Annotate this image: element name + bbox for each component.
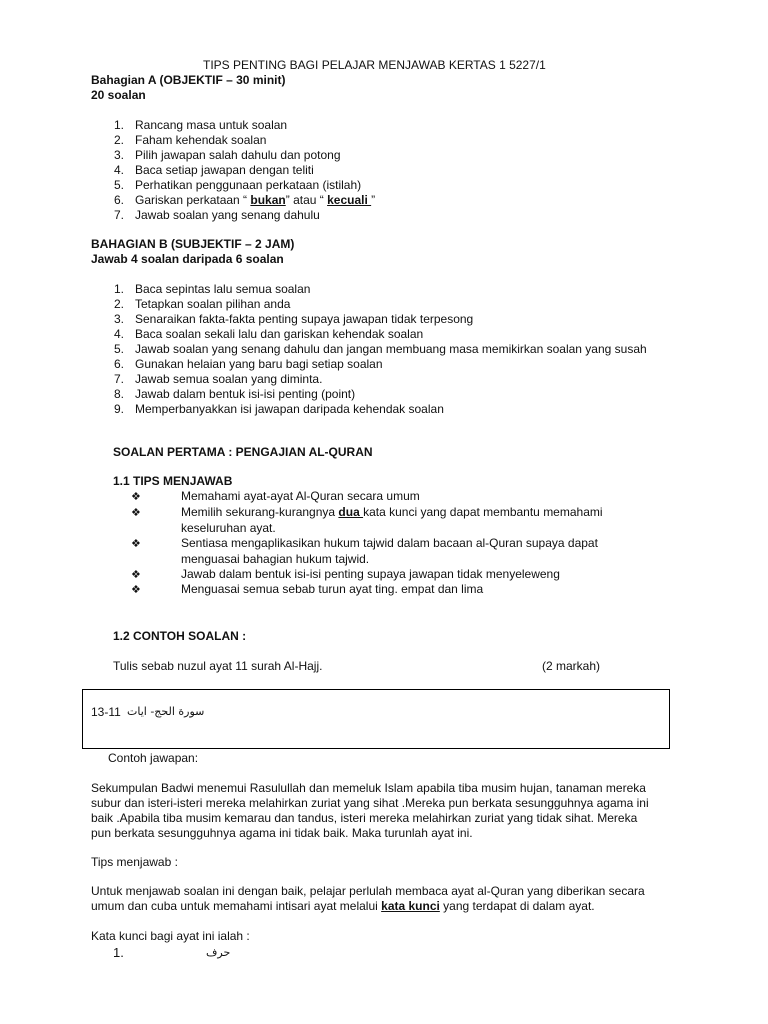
list-item: 5. Perhatikan penggunaan perkataan (istilah) xyxy=(113,178,362,192)
list-item: 6. Gariskan perkataan “ bukan” atau “ kecuali ” xyxy=(113,193,376,207)
answer-line: baik .Apabila tiba musim kemarau dan tandus, isteri mereka melahirkan zuriat yang tidak sihat. Mereka xyxy=(91,811,638,825)
underlined-word-kata-kunci: kata kunci xyxy=(381,899,440,913)
keyword-arabic: حرف xyxy=(206,946,231,959)
section-b-list xyxy=(100,282,647,417)
keyword-number: 1. xyxy=(113,945,124,960)
tip-item: Menguasai semua sebab turun ayat ting. empat dan lima xyxy=(181,582,484,596)
answer-line: subur dan isteri-isteri mereka melahirkan zuriat yang sihat .Mereka pun berkata sesungguhnya agama ini xyxy=(91,796,649,810)
list-item: 7. Jawab soalan yang senang dahulu xyxy=(113,208,320,222)
list-item: 2. Tetapkan soalan pilihan anda xyxy=(113,297,291,312)
list-item: 7. Jawab semua soalan yang diminta. xyxy=(113,372,323,387)
verse-reference-box xyxy=(82,689,670,749)
section-a-count: 20 soalan xyxy=(91,88,146,102)
tips-line: umum dan cuba untuk memahami intisari ayat melalui kata kunci yang terdapat di dalam ayat. xyxy=(91,899,595,913)
tip-item-continued: keseluruhan ayat. xyxy=(181,521,276,535)
section-a-heading: Bahagian A (OBJEKTIF – 30 minit) xyxy=(91,73,286,87)
marks-label: (2 markah) xyxy=(542,659,601,673)
list-item: 5. Jawab soalan yang senang dahulu dan jangan membuang masa memikirkan soalan yang susah xyxy=(113,342,647,357)
answer-line: pun berkata sesungguhnya agama ini tidak baik. Maka turunlah ayat ini. xyxy=(91,826,473,840)
tip-item: Sentiasa mengaplikasikan hukum tajwid dalam bacaan al-Quran supaya dapat xyxy=(181,536,598,550)
list-item: 9. Memperbanyakkan isi jawapan daripada kehendak soalan xyxy=(113,402,444,417)
page-title: TIPS PENTING BAGI PELAJAR MENJAWAB KERTAS 1 5227/1 xyxy=(203,58,546,72)
tip-item: Jawab dalam bentuk isi-isi penting supaya jawapan tidak menyeleweng xyxy=(181,567,560,581)
list-item: 1. Baca sepintas lalu semua soalan xyxy=(113,282,311,296)
section-b-heading: BAHAGIAN B (SUBJEKTIF – 2 JAM) xyxy=(91,237,295,251)
section-a-list xyxy=(100,118,375,223)
section-b-subheading: Jawab 4 soalan daripada 6 soalan xyxy=(91,252,284,266)
tip-item: Memahami ayat-ayat Al-Quran secara umum xyxy=(181,489,420,503)
tip-item: Memilih sekurang-kurangnya dua kata kunci yang dapat membantu memahami xyxy=(181,505,603,519)
list-item: 4. Baca soalan sekali lalu dan gariskan kehendak soalan xyxy=(113,327,424,342)
list-item: 3. Pilih jawapan salah dahulu dan potong xyxy=(113,148,341,162)
tips-line: Untuk menjawab soalan ini dengan baik, pelajar perlulah membaca ayat al-Quran yang diberikan secara xyxy=(91,884,645,898)
keyword-label: Kata kunci bagi ayat ini ialah : xyxy=(91,929,250,943)
answer-line: Sekumpulan Badwi menemui Rasulullah dan memeluk Islam apabila tiba musim hujan, tanaman mereka xyxy=(91,781,646,795)
verse-reference-arabic: سورة الحج- ايات xyxy=(127,705,205,718)
example-answer-label: Contoh jawapan: xyxy=(108,751,199,765)
diamond-bullet-icon: ❖ xyxy=(131,538,141,550)
list-item: 1. Rancang masa untuk soalan xyxy=(113,118,288,132)
underlined-word-bukan: bukan xyxy=(250,193,286,207)
verse-number: 13-11 xyxy=(91,705,121,719)
list-item: 3. Senaraikan fakta-fakta penting supaya jawapan tidak terpesong xyxy=(113,312,474,327)
question-one-heading: SOALAN PERTAMA : PENGAJIAN AL-QURAN xyxy=(113,445,373,459)
diamond-bullet-icon: ❖ xyxy=(131,507,141,519)
diamond-bullet-icon: ❖ xyxy=(131,584,141,596)
question-text: Tulis sebab nuzul ayat 11 surah Al-Hajj. xyxy=(113,659,323,673)
tip-item-continued: menguasai bahagian hukum tajwid. xyxy=(181,552,370,566)
underlined-word-dua: dua xyxy=(338,505,364,519)
list-item: 2. Faham kehendak soalan xyxy=(113,133,267,147)
underlined-word-kecuali: kecuali xyxy=(327,193,372,207)
list-item: 4. Baca setiap jawapan dengan teliti xyxy=(113,163,314,177)
diamond-bullet-icon: ❖ xyxy=(131,569,141,581)
list-item: 6. Gunakan helaian yang baru bagi setiap soalan xyxy=(113,357,383,372)
example-question-heading: 1.2 CONTOH SOALAN : xyxy=(113,629,247,643)
tips-heading: 1.1 TIPS MENJAWAB xyxy=(113,474,233,488)
diamond-bullet-icon: ❖ xyxy=(131,491,141,503)
list-item: 8. Jawab dalam bentuk isi-isi penting (point) xyxy=(113,387,356,402)
tips-label: Tips menjawab : xyxy=(91,855,178,869)
